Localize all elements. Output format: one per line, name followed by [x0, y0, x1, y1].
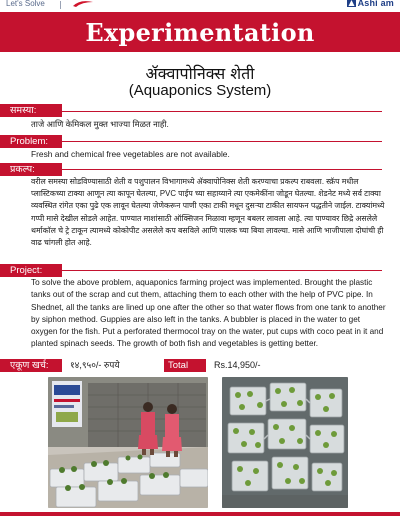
project-en-text: To solve the above problem, aquaponics farming project was implemented. Brought the plastic tanks out of the scrap and cut them, attaching them to each other with the help of PVC pipe. In Shednet, all the tanks are lined up one after the other so that water flows from one tank to another by siphon method. Guppies are also left in the tanks. A bubbler is placed in the water to get oxygen for the fish. Put a perforated thermocol tray on the water, put cups with coco peat in it and planted spinach seeds. The growth of both fish and vegetables is getting better.	[31, 278, 386, 349]
project-en-divider	[62, 270, 382, 271]
top-bar	[0, 0, 400, 12]
photo-students-tanks	[48, 377, 208, 508]
photo-tanks-top-view-image	[222, 377, 348, 508]
cost-en-label: Total	[164, 359, 206, 372]
process-mr-label: प्रकल्प:	[0, 163, 62, 176]
page-title: Experimentation	[85, 18, 315, 47]
problem-en-divider	[62, 141, 382, 142]
cost-en-value: Rs.14,950/-	[214, 360, 261, 370]
header-separator	[60, 1, 61, 9]
ashok-leyland-logo-icon	[347, 0, 356, 7]
brand-name: Ashi am	[357, 0, 394, 8]
red-swoosh-logo-icon	[72, 0, 94, 7]
brand-logo	[347, 0, 394, 8]
photo-tanks-top-view	[222, 377, 348, 508]
title-banner	[0, 12, 400, 52]
tagline: Let's Solve	[6, 0, 45, 8]
photo-students-tanks-image	[48, 377, 208, 508]
problem-en-label: Problem:	[0, 135, 62, 148]
problem-en-text: Fresh and chemical free vegetables are not available.	[31, 149, 230, 159]
cost-mr-value: १४,९५०/- रुपये	[70, 360, 120, 370]
project-en-label: Project:	[0, 264, 62, 277]
cost-mr-label: एकूण खर्च:	[0, 359, 62, 372]
problem-mr-label: समस्या:	[0, 104, 62, 117]
process-mr-text: वरील समस्या सोडविण्यासाठी शेती व पशुपालन विभागामध्ये ॲक्वापोनिक्स शेती करण्याचा प्रकल्प राबवला. स्क्रॅप मधील प्लास्टिकच्या टाक्या आणून त्या कापून घेतल्या, PVC पाईप च्या सहाय्याने त्या एकमेकींना जोडून घेतल्या. शेडनेट मध्ये सर्व टाक्या व्यवस्थित रांगेत एका पुढे एक लावून घेतल्या जेणेकरून पाणी एका टाकी मधून दुसऱ्या टाकीत सायफन पद्धतीने जाईल. टाक्यांमध्ये गप्पी मासे देखील सोडले आहेत. पाण्यात माशांसाठी ऑक्सिजन मिळावा म्हणून बबलर लावला आहे. त्या पाण्यावर छिद्रे असलेले थर्माकॉल चे ट्रे टाकून त्यामध्ये कोकोपीट असलेले कप बसविले आणि पालक च्या बिया लावल्या. मासे आणि भाजीपाला दोघांची ही वाढ चांगली होत आहे.	[31, 177, 385, 248]
process-mr-divider	[62, 169, 382, 170]
bottom-bar	[0, 512, 400, 516]
project-title-marathi: ॲक्वापोनिक्स शेती	[145, 64, 255, 83]
problem-mr-divider	[62, 111, 382, 112]
cost-row	[0, 359, 400, 373]
problem-mr-text: ताजे आणि केमिकल मुक्त भाज्या मिळत नाही.	[31, 119, 169, 129]
project-title-english: (Aquaponics System)	[128, 82, 272, 99]
